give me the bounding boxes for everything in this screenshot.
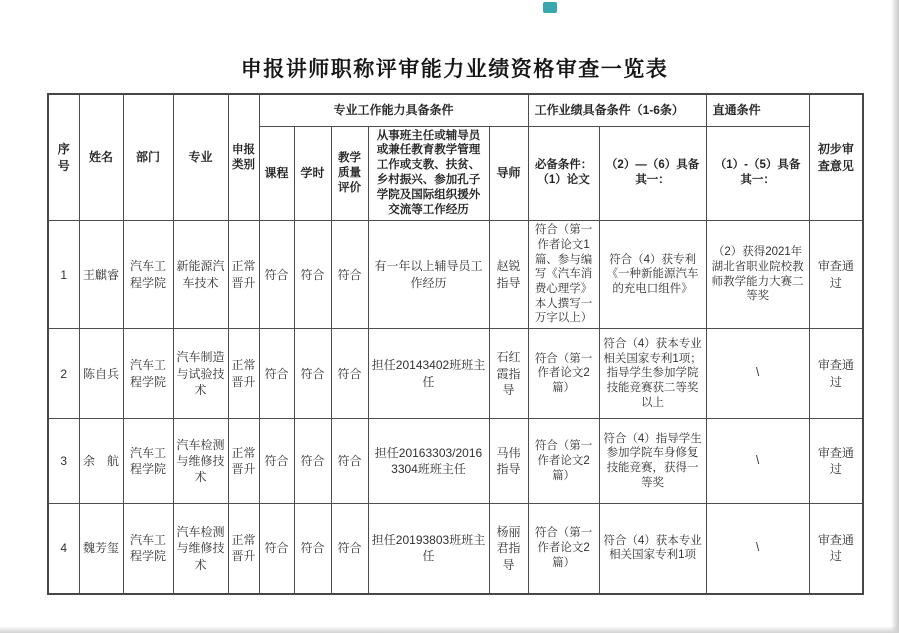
group-header-direct-condition: 直通条件 [706, 94, 809, 126]
cell-mentor: 马伟指导 [489, 419, 528, 504]
cell-teach-quality: 符合 [331, 504, 368, 594]
cell-course: 符合 [259, 329, 294, 419]
cell-hours: 符合 [294, 221, 331, 329]
cell-any-1-5: \ [706, 504, 809, 594]
cell-apply-type: 正常晋升 [228, 419, 259, 504]
col-header-major: 专业 [173, 94, 228, 221]
table-row [48, 419, 863, 504]
cell-teach-quality: 符合 [331, 329, 368, 419]
cell-course: 符合 [259, 504, 294, 594]
cell-required-paper: 符合（第一作者论文2篇） [528, 504, 599, 594]
cell-required-paper: 符合（第一作者论文2篇） [528, 419, 599, 504]
cell-seq: 1 [48, 221, 79, 329]
cell-hours: 符合 [294, 419, 331, 504]
cell-review-opinion: 审查通过 [809, 504, 863, 594]
col-header-name: 姓名 [79, 94, 123, 221]
cell-major: 汽车检测与维修技术 [173, 504, 228, 594]
cell-hours: 符合 [294, 504, 331, 594]
cell-course: 符合 [259, 221, 294, 329]
col-header-work-experience: 从事班主任或辅导员或兼任教育教学管理工作或支教、扶贫、乡村振兴、参加孔子学院及国际组织援外交流等工作经历 [368, 126, 489, 221]
cell-required-paper: 符合（第一作者论文2篇） [528, 329, 599, 419]
cell-review-opinion: 审查通过 [809, 329, 863, 419]
cell-review-opinion: 审查通过 [809, 221, 863, 329]
col-header-course: 课程 [259, 126, 294, 221]
cell-any-2-6: 符合（4）获专利《一种新能源汽车的充电口组件》 [599, 221, 706, 329]
cell-any-2-6: 符合（4）获本专业相关国家专利1项 [599, 504, 706, 594]
cell-major: 汽车制造与试验技术 [173, 329, 228, 419]
cell-major: 新能源汽车技术 [173, 221, 228, 329]
cell-name: 余 航 [79, 419, 123, 504]
cell-any-2-6: 符合（4）指导学生参加学院车身修复技能竞赛，获得一等奖 [599, 419, 706, 504]
col-header-teach-quality: 教学质量评价 [331, 126, 368, 221]
cell-dept: 汽车工程学院 [123, 221, 173, 329]
cell-work-experience: 担任20193803班班主任 [368, 504, 489, 594]
header-row-groups [48, 94, 863, 126]
cell-name: 王麒睿 [79, 221, 123, 329]
cell-dept: 汽车工程学院 [123, 419, 173, 504]
cell-any-2-6: 符合（4）获本专业相关国家专利1项；指导学生参加学院技能竞赛获二等奖以上 [599, 329, 706, 419]
cell-any-1-5: \ [706, 329, 809, 419]
cell-mentor: 赵锐指导 [489, 221, 528, 329]
cell-major: 汽车检测与维修技术 [173, 419, 228, 504]
table-row [48, 221, 863, 329]
page-title: 申报讲师职称评审能力业绩资格审查一览表 [240, 58, 669, 81]
cell-apply-type: 正常晋升 [228, 329, 259, 419]
group-header-professional-ability: 专业工作能力具备条件 [259, 94, 528, 126]
cell-apply-type: 正常晋升 [228, 504, 259, 594]
cell-name: 陈自兵 [79, 329, 123, 419]
col-header-any-1-5: （1）-（5）具备其一： [706, 126, 809, 221]
cell-course: 符合 [259, 419, 294, 504]
col-header-apply-type: 申报类别 [228, 94, 259, 221]
cell-dept: 汽车工程学院 [123, 329, 173, 419]
cell-seq: 2 [48, 329, 79, 419]
col-header-review-opinion: 初步审查意见 [809, 94, 863, 221]
cell-name: 魏芳玺 [79, 504, 123, 594]
scan-shadow-bottom [0, 626, 899, 633]
scan-shadow-right [891, 0, 899, 633]
col-header-hours: 学时 [294, 126, 331, 221]
col-header-required-paper: 必备条件：（1）论文 [528, 126, 599, 221]
cell-apply-type: 正常晋升 [228, 221, 259, 329]
cell-dept: 汽车工程学院 [123, 504, 173, 594]
cell-work-experience: 担任20163303/20163304班班主任 [368, 419, 489, 504]
cell-mentor: 杨丽君指导 [489, 504, 528, 594]
cell-hours: 符合 [294, 329, 331, 419]
scan-artifact-mark [543, 2, 557, 13]
cell-work-experience: 担任20143402班班主任 [368, 329, 489, 419]
cell-any-1-5: \ [706, 419, 809, 504]
cell-required-paper: 符合（第一作者论文1篇、参与编写《汽车消费心理学》本人撰写一万字以上） [528, 221, 599, 329]
cell-work-experience: 有一年以上辅导员工作经历 [368, 221, 489, 329]
col-header-mentor: 导师 [489, 126, 528, 221]
cell-teach-quality: 符合 [331, 419, 368, 504]
cell-mentor: 石红霞指导 [489, 329, 528, 419]
cell-review-opinion: 审查通过 [809, 419, 863, 504]
table-row [48, 329, 863, 419]
col-header-any-2-6: （2）—（6）具备其一： [599, 126, 706, 221]
table-row [48, 504, 863, 594]
cell-teach-quality: 符合 [331, 221, 368, 329]
group-header-work-performance: 工作业绩具备条件（1-6条） [528, 94, 706, 126]
cell-seq: 4 [48, 504, 79, 594]
cell-any-1-5: （2）获得2021年湖北省职业院校教师教学能力大赛二等奖 [706, 221, 809, 329]
qualification-review-table [47, 93, 864, 595]
cell-seq: 3 [48, 419, 79, 504]
col-header-dept: 部门 [123, 94, 173, 221]
col-header-seq: 序号 [48, 94, 79, 221]
